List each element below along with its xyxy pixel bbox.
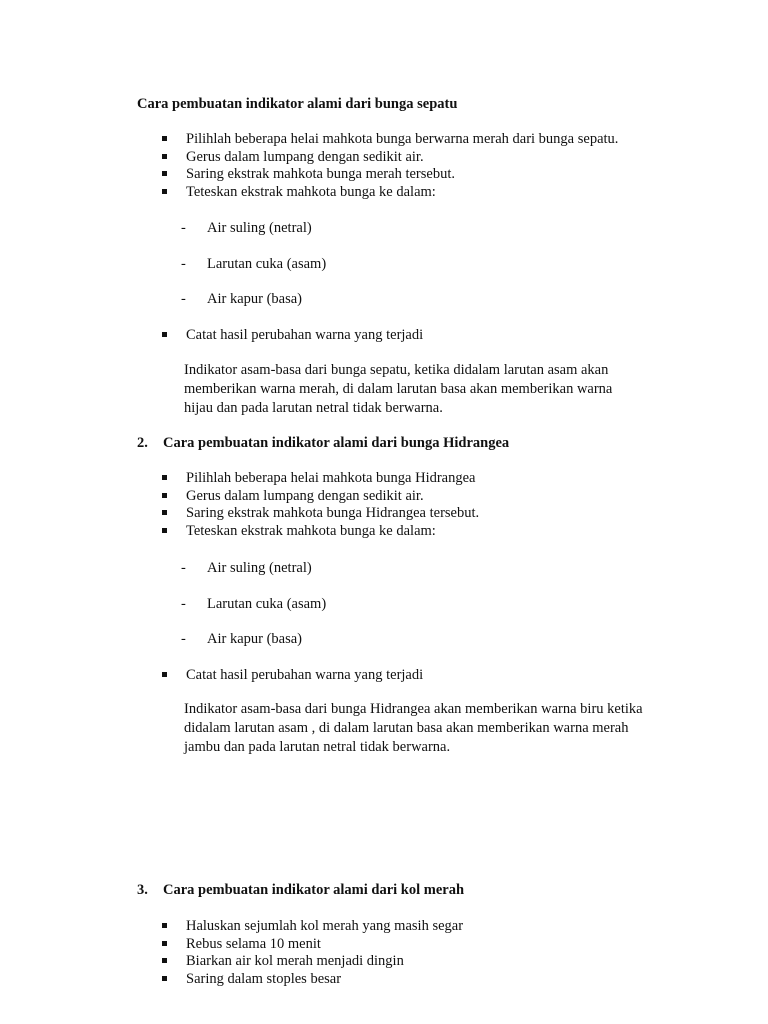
bullet-icon	[162, 154, 167, 159]
list-item: Saring ekstrak mahkota bunga Hidrangea tersebut.	[162, 504, 479, 522]
bullet-icon	[162, 189, 167, 194]
section-2-conclusion: Indikator asam-basa dari bunga Hidrangea akan memberikan warna biru ketika didalam larutan asam , di dalam larutan basa akan memberikan warna merah jambu dan pada larutan netral tidak berwarna.	[184, 701, 643, 755]
list-item: Catat hasil perubahan warna yang terjadi	[162, 666, 423, 684]
section-1-record	[162, 326, 423, 344]
section-2-record	[162, 666, 423, 684]
section-3-steps	[162, 917, 463, 987]
bullet-icon	[162, 510, 167, 515]
list-item: Gerus dalam lumpang dengan sedikit air.	[162, 148, 618, 166]
list-item: Teteskan ekstrak mahkota bunga ke dalam:	[162, 183, 618, 201]
list-item: Gerus dalam lumpang dengan sedikit air.	[162, 487, 479, 505]
bullet-icon	[162, 136, 167, 141]
section-1-conclusion: Indikator asam-basa dari bunga sepatu, ketika didalam larutan asam akan memberikan warna merah, di dalam larutan basa akan memberikan warna hijau dan pada larutan netral tidak berwarna.	[184, 362, 613, 416]
bullet-icon	[162, 976, 167, 981]
bullet-icon	[162, 923, 167, 928]
bullet-icon	[162, 528, 167, 533]
bullet-icon	[162, 332, 167, 337]
bullet-icon	[162, 475, 167, 480]
list-item: Haluskan sejumlah kol merah yang masih segar	[162, 917, 463, 935]
list-item: Pilihlah beberapa helai mahkota bunga berwarna merah dari bunga sepatu.	[162, 130, 618, 148]
bullet-icon	[162, 171, 167, 176]
list-item: Teteskan ekstrak mahkota bunga ke dalam:	[162, 522, 479, 540]
bullet-icon	[162, 672, 167, 677]
solution-item: - Air suling (netral)	[181, 220, 312, 236]
solution-item: - Air kapur (basa)	[181, 631, 303, 647]
list-item: Rebus selama 10 menit	[162, 935, 463, 953]
section-3-title: 3. Cara pembuatan indikator alami dari kol merah	[137, 882, 465, 898]
section-1-title: Cara pembuatan indikator alami dari bunga sepatu	[137, 96, 458, 112]
section-2-steps	[162, 469, 479, 539]
list-item: Biarkan air kol merah menjadi dingin	[162, 952, 463, 970]
list-item: Saring ekstrak mahkota bunga merah tersebut.	[162, 165, 618, 183]
list-item: Pilihlah beberapa helai mahkota bunga Hidrangea	[162, 469, 479, 487]
section-1-steps	[162, 130, 618, 200]
list-item: Catat hasil perubahan warna yang terjadi	[162, 326, 423, 344]
solution-item: - Air kapur (basa)	[181, 291, 303, 307]
section-2-title: 2. Cara pembuatan indikator alami dari bunga Hidrangea	[137, 435, 510, 451]
list-item: Saring dalam stoples besar	[162, 970, 463, 988]
bullet-icon	[162, 493, 167, 498]
solution-item: - Larutan cuka (asam)	[181, 596, 327, 612]
solution-item: - Air suling (netral)	[181, 560, 312, 576]
bullet-icon	[162, 958, 167, 963]
solution-item: - Larutan cuka (asam)	[181, 256, 327, 272]
bullet-icon	[162, 941, 167, 946]
